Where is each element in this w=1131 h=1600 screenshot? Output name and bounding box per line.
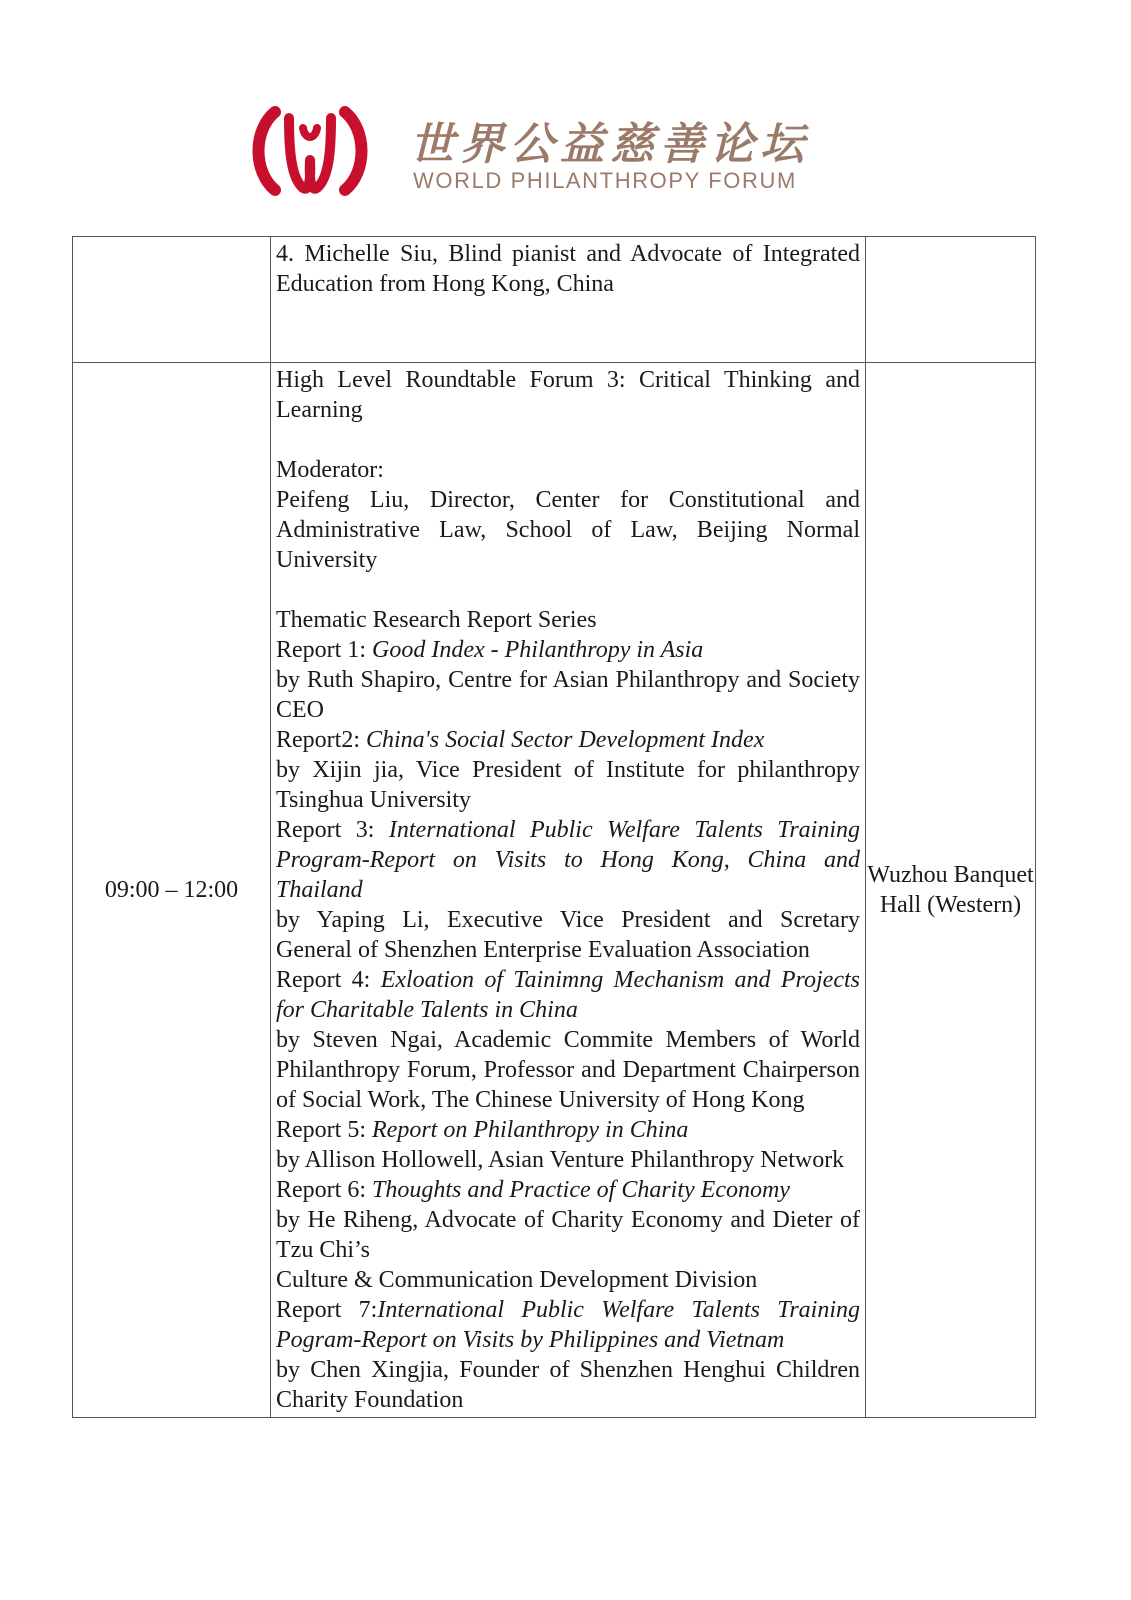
report-title <box>276 1295 860 1355</box>
time-cell: 09:00 – 12:00 <box>73 363 271 1418</box>
report-label: Report 3: <box>276 817 389 843</box>
report-title <box>276 725 860 755</box>
report-label: Report 6: <box>276 1177 372 1203</box>
report-title <box>276 815 860 905</box>
report-author: by Ruth Shapiro, Centre for Asian Philanthropy and Society CEO <box>276 667 860 723</box>
forum-name-chinese: 世界公益慈善论坛 <box>410 119 810 170</box>
report-label: Report 7: <box>276 1297 378 1323</box>
report-name: China's Social Sector Development Index <box>366 727 765 753</box>
report-author: by Xijin jia, Vice President of Institute for philanthropy Tsinghua University <box>276 757 860 813</box>
report-name: Good Index - Philanthropy in Asia <box>372 637 704 663</box>
schedule-table <box>72 236 1036 1418</box>
report-title <box>276 965 860 1025</box>
report-name: Thoughts and Practice of Charity Economy <box>372 1177 790 1203</box>
report-name: Exloation of Tainimng Mechanism and Projects for Charitable Talents in China <box>276 967 860 1023</box>
report-author: by Steven Ngai, Academic Commite Members of World Philanthropy Forum, Professor and Department Chairperson of Social Work, The Chinese University of Hong Kong <box>276 1027 860 1113</box>
venue-cell: Wuzhou Banquet Hall (Western) <box>866 363 1036 1418</box>
report-name: Report on Philanthropy in China <box>372 1117 689 1143</box>
report-author: by Allison Hollowell, Asian Venture Philanthropy Network <box>276 1147 845 1173</box>
report-label: Report2: <box>276 727 366 753</box>
forum-header <box>245 100 885 200</box>
moderator-label: Moderator: <box>276 457 384 483</box>
moderator-name: Peifeng Liu, Director, Center for Constitutional and Administrative Law, School of Law, Beijing Normal University <box>276 487 860 573</box>
time-cell <box>73 237 271 363</box>
speaker-entry: 4. Michelle Siu, Blind pianist and Advocate of Integrated Education from Hong Kong, China <box>276 241 860 297</box>
report-name: International Public Welfare Talents Training Pogram-Report on Visits by Philippines and Vietnam <box>276 1297 860 1353</box>
report-author: by Yaping Li, Executive Vice President and Scretary General of Shenzhen Enterprise Evaluation Association <box>276 907 860 963</box>
report-name: International Public Welfare Talents Training Program-Report on Visits to Hong Kong, China and Thailand <box>276 817 860 903</box>
forum-title: High Level Roundtable Forum 3: Critical Thinking and Learning <box>276 367 860 423</box>
content-cell <box>271 363 866 1418</box>
report-label: Report 4: <box>276 967 381 993</box>
series-title: Thematic Research Report Series <box>276 607 597 633</box>
table-row <box>73 237 1036 363</box>
report-title <box>276 1115 860 1145</box>
report-label: Report 1: <box>276 637 372 663</box>
report-label: Report 5: <box>276 1117 372 1143</box>
forum-logo-icon <box>245 100 375 200</box>
report-author: by He Riheng, Advocate of Charity Economy and Dieter of Tzu Chi’s <box>276 1207 860 1263</box>
report-author-continued: Culture & Communication Development Division <box>276 1267 758 1293</box>
content-cell <box>271 237 866 363</box>
report-title <box>276 1175 860 1205</box>
report-author: by Chen Xingjia, Founder of Shenzhen Henghui Children Charity Foundation <box>276 1357 860 1413</box>
forum-name-english: WORLD PHILANTHROPY FORUM <box>413 168 797 193</box>
venue-cell <box>866 237 1036 363</box>
report-title <box>276 635 860 665</box>
table-row <box>73 363 1036 1418</box>
